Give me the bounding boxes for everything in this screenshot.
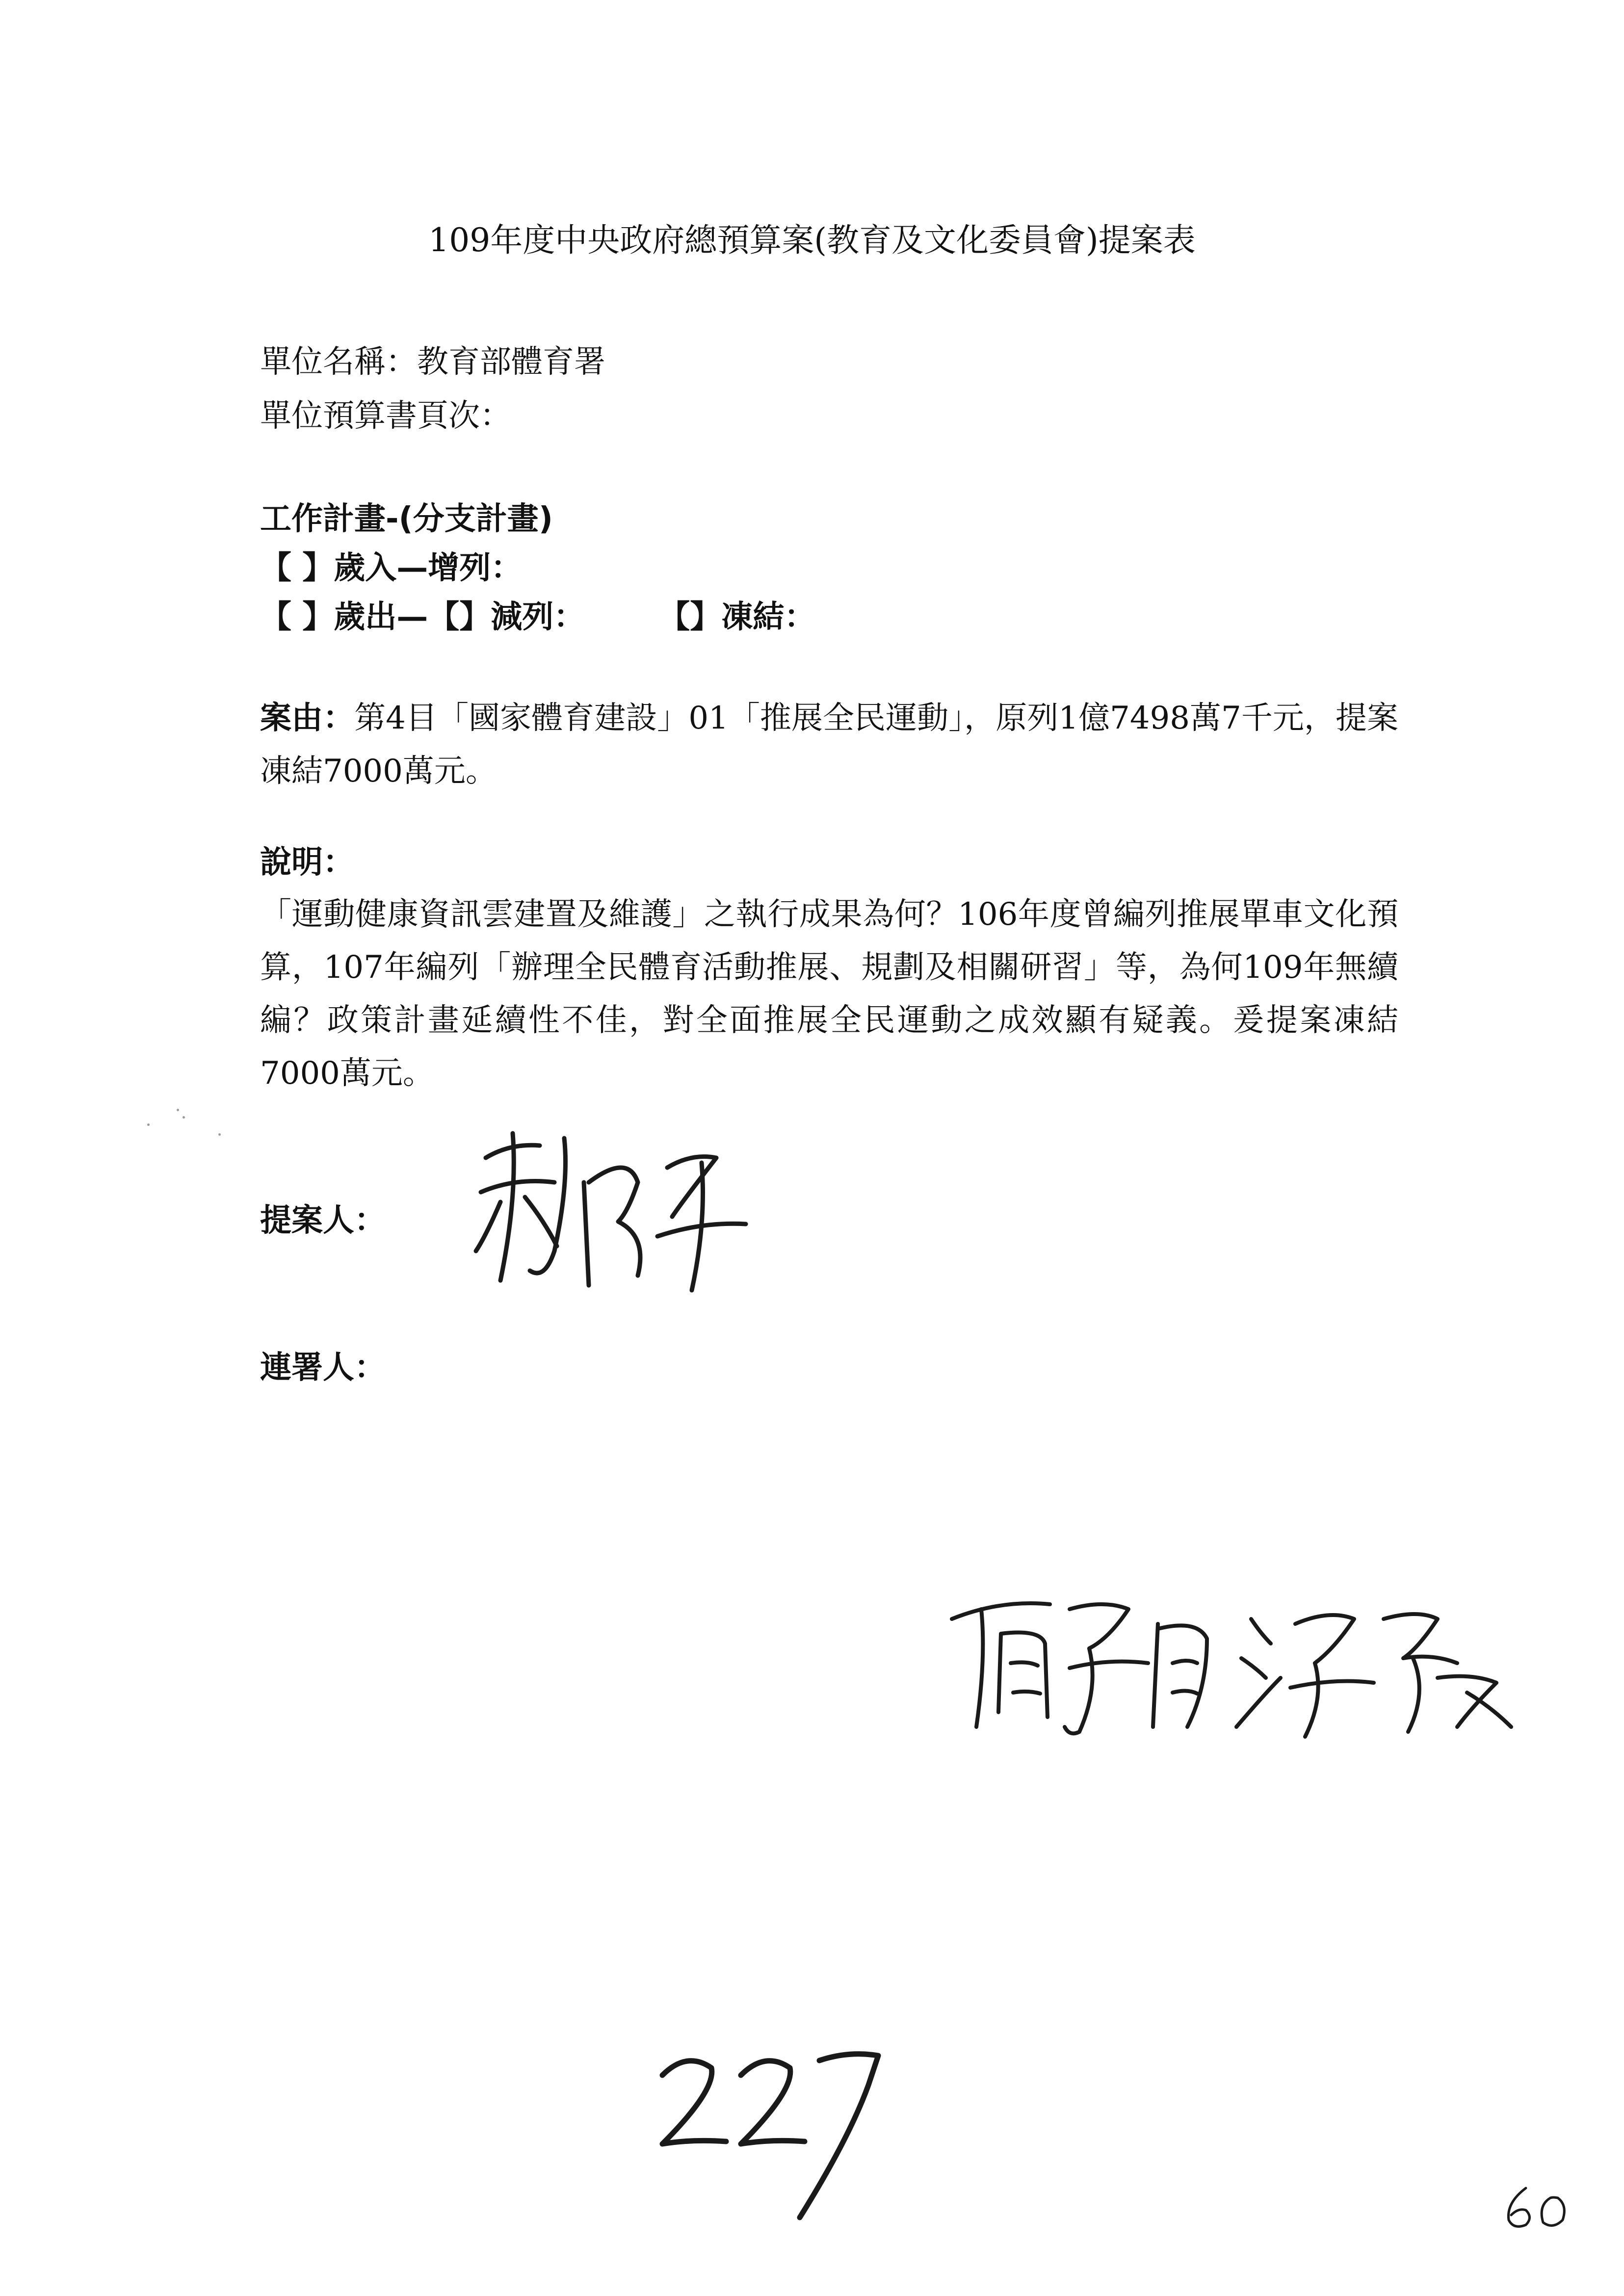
scan-speck [177,1109,179,1111]
revenue-line: 【 】歲入—增列： [260,550,523,586]
explanation-label: 說明： [260,844,354,881]
scan-speck [218,1133,221,1136]
handwritten-corner-number [1496,2178,1585,2237]
proposer-label: 提案人： [260,1202,386,1239]
case-paragraph [260,692,1398,798]
proposer-signature [471,1123,765,1300]
work-plan-heading: 工作計畫-(分支計畫) [260,501,553,537]
handwritten-page-number [643,2041,917,2227]
unit-budget-page: 單位預算書頁次： [260,398,511,434]
scan-speck [147,1123,150,1126]
explanation-text: 「運動健康資訊雲建置及維護」之執行成果為何？106年度曾編列推展單車文化預算，107年編列「辦理全民體育活動推展、規劃及相關研習」等，為何109年無續編？政策計畫延續性不佳，對全面推展全民運動之成效顯有疑義。爰提案凍結7000萬元。 [260,896,1398,1092]
scan-speck [183,1116,185,1119]
cosigner-label: 連署人： [260,1350,386,1386]
case-text: 第4目「國家體育建設」01「推展全民運動」，原列1億7498萬7千元，提案凍結7000萬元。 [260,700,1399,789]
freeze-label: 【】凍結： [658,599,816,635]
document-title: 109年度中央政府總預算案(教育及文化委員會)提案表 [428,221,1196,259]
case-label: 案由： [260,700,355,736]
expenditure-prefix: 【 】歲出—【】減列： [260,599,585,635]
cosigner-signature [942,1580,1580,1756]
unit-name: 單位名稱：教育部體育署 [260,344,605,380]
expenditure-line [260,594,815,641]
